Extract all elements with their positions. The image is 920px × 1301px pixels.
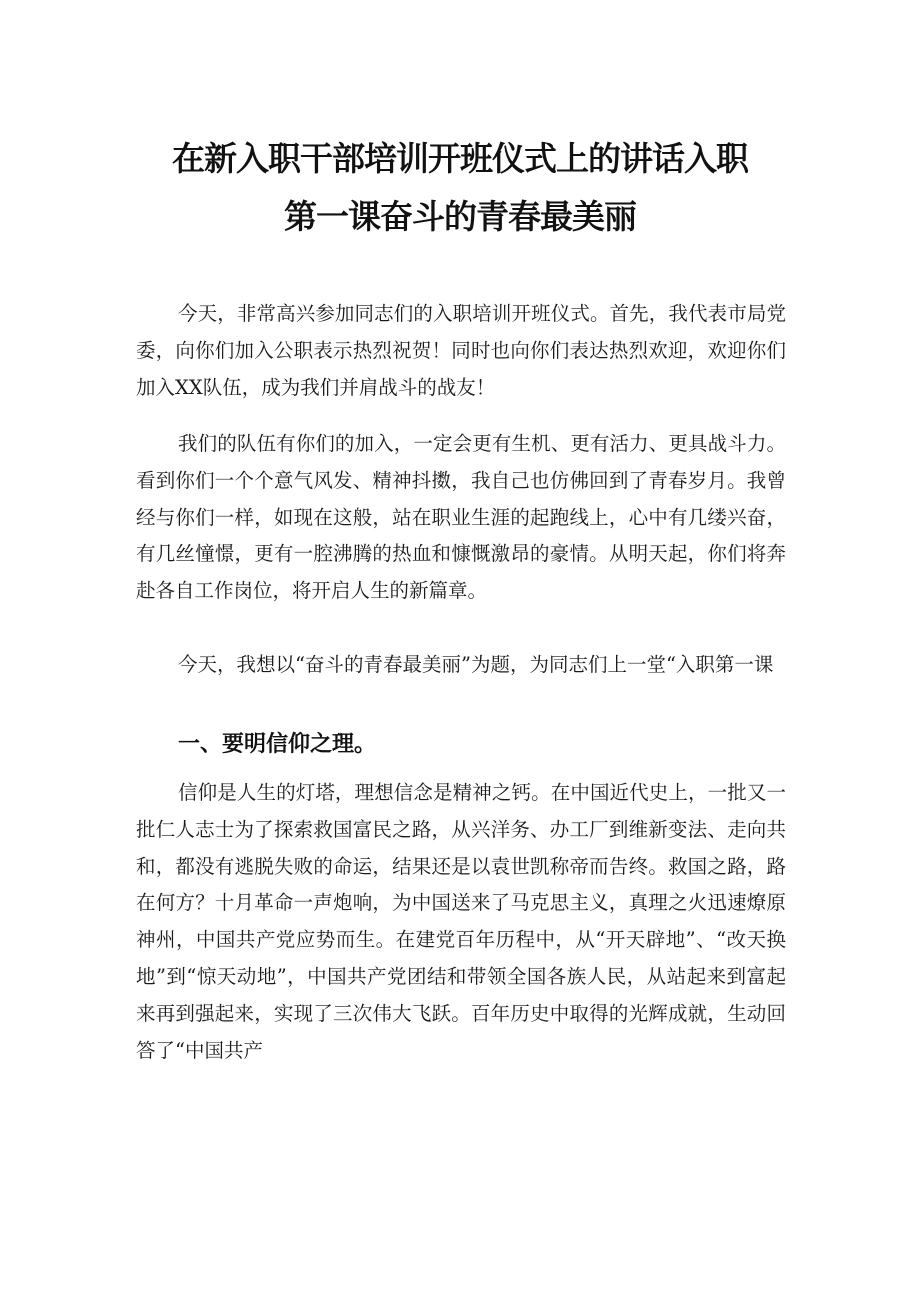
paragraph-welcome: 今天，非常高兴参加同志们的入职培训开班仪式。首先，我代表市局党委，向你们加入公职表示热烈祝贺！同时也向你们表达热烈欢迎，欢迎你们加入XX队伍，成为我们并肩战斗的战友！	[136, 302, 786, 399]
paragraph-faith: 信仰是人生的灯塔，理想信念是精神之钙。在中国近代史上，一批又一批仁人志士为了探索救国富民之路，从兴洋务、办工厂到维新变法、走向共和，都没有逃脱失败的命运，结果还是以袁世凯称帝而告终。救国之路，路在何方？十月革命一声炮响，为中国送来了马克思主义，真理之火迅速燎原神州，中国共产党应势而生。在建党百年历程中，从“开天辟地”、“改天换地”到“惊天动地”，中国共产党团结和带领全国各族人民，从站起来到富起来再到强起来，实现了三次伟大飞跃。百年历史中取得的光辉成就，生动回答了“中国共产	[136, 781, 786, 1062]
paragraph-team: 我们的队伍有你们的加入，一定会更有生机、更有活力、更具战斗力。看到你们一个个意气风发、精神抖擞，我自己也仿佛回到了青春岁月。我曾经与你们一样，如现在这般，站在职业生涯的起跑线上，心中有几缕兴奋，有几丝憧憬，更有一腔沸腾的热血和慷慨激昂的豪情。从明天起，你们将奔赴各自工作岗位，将开启人生的新篇章。	[136, 432, 786, 603]
section-heading-1: 一、要明信仰之理。	[178, 732, 377, 757]
document-title-line1: 在新入职干部培训开班仪式上的讲话入职	[172, 139, 748, 178]
document-title-line2: 第一课奋斗的青春最美丽	[284, 197, 636, 236]
paragraph-topic: 今天，我想以“奋斗的青春最美丽”为题，为同志们上一堂“入职第一课	[178, 653, 774, 676]
